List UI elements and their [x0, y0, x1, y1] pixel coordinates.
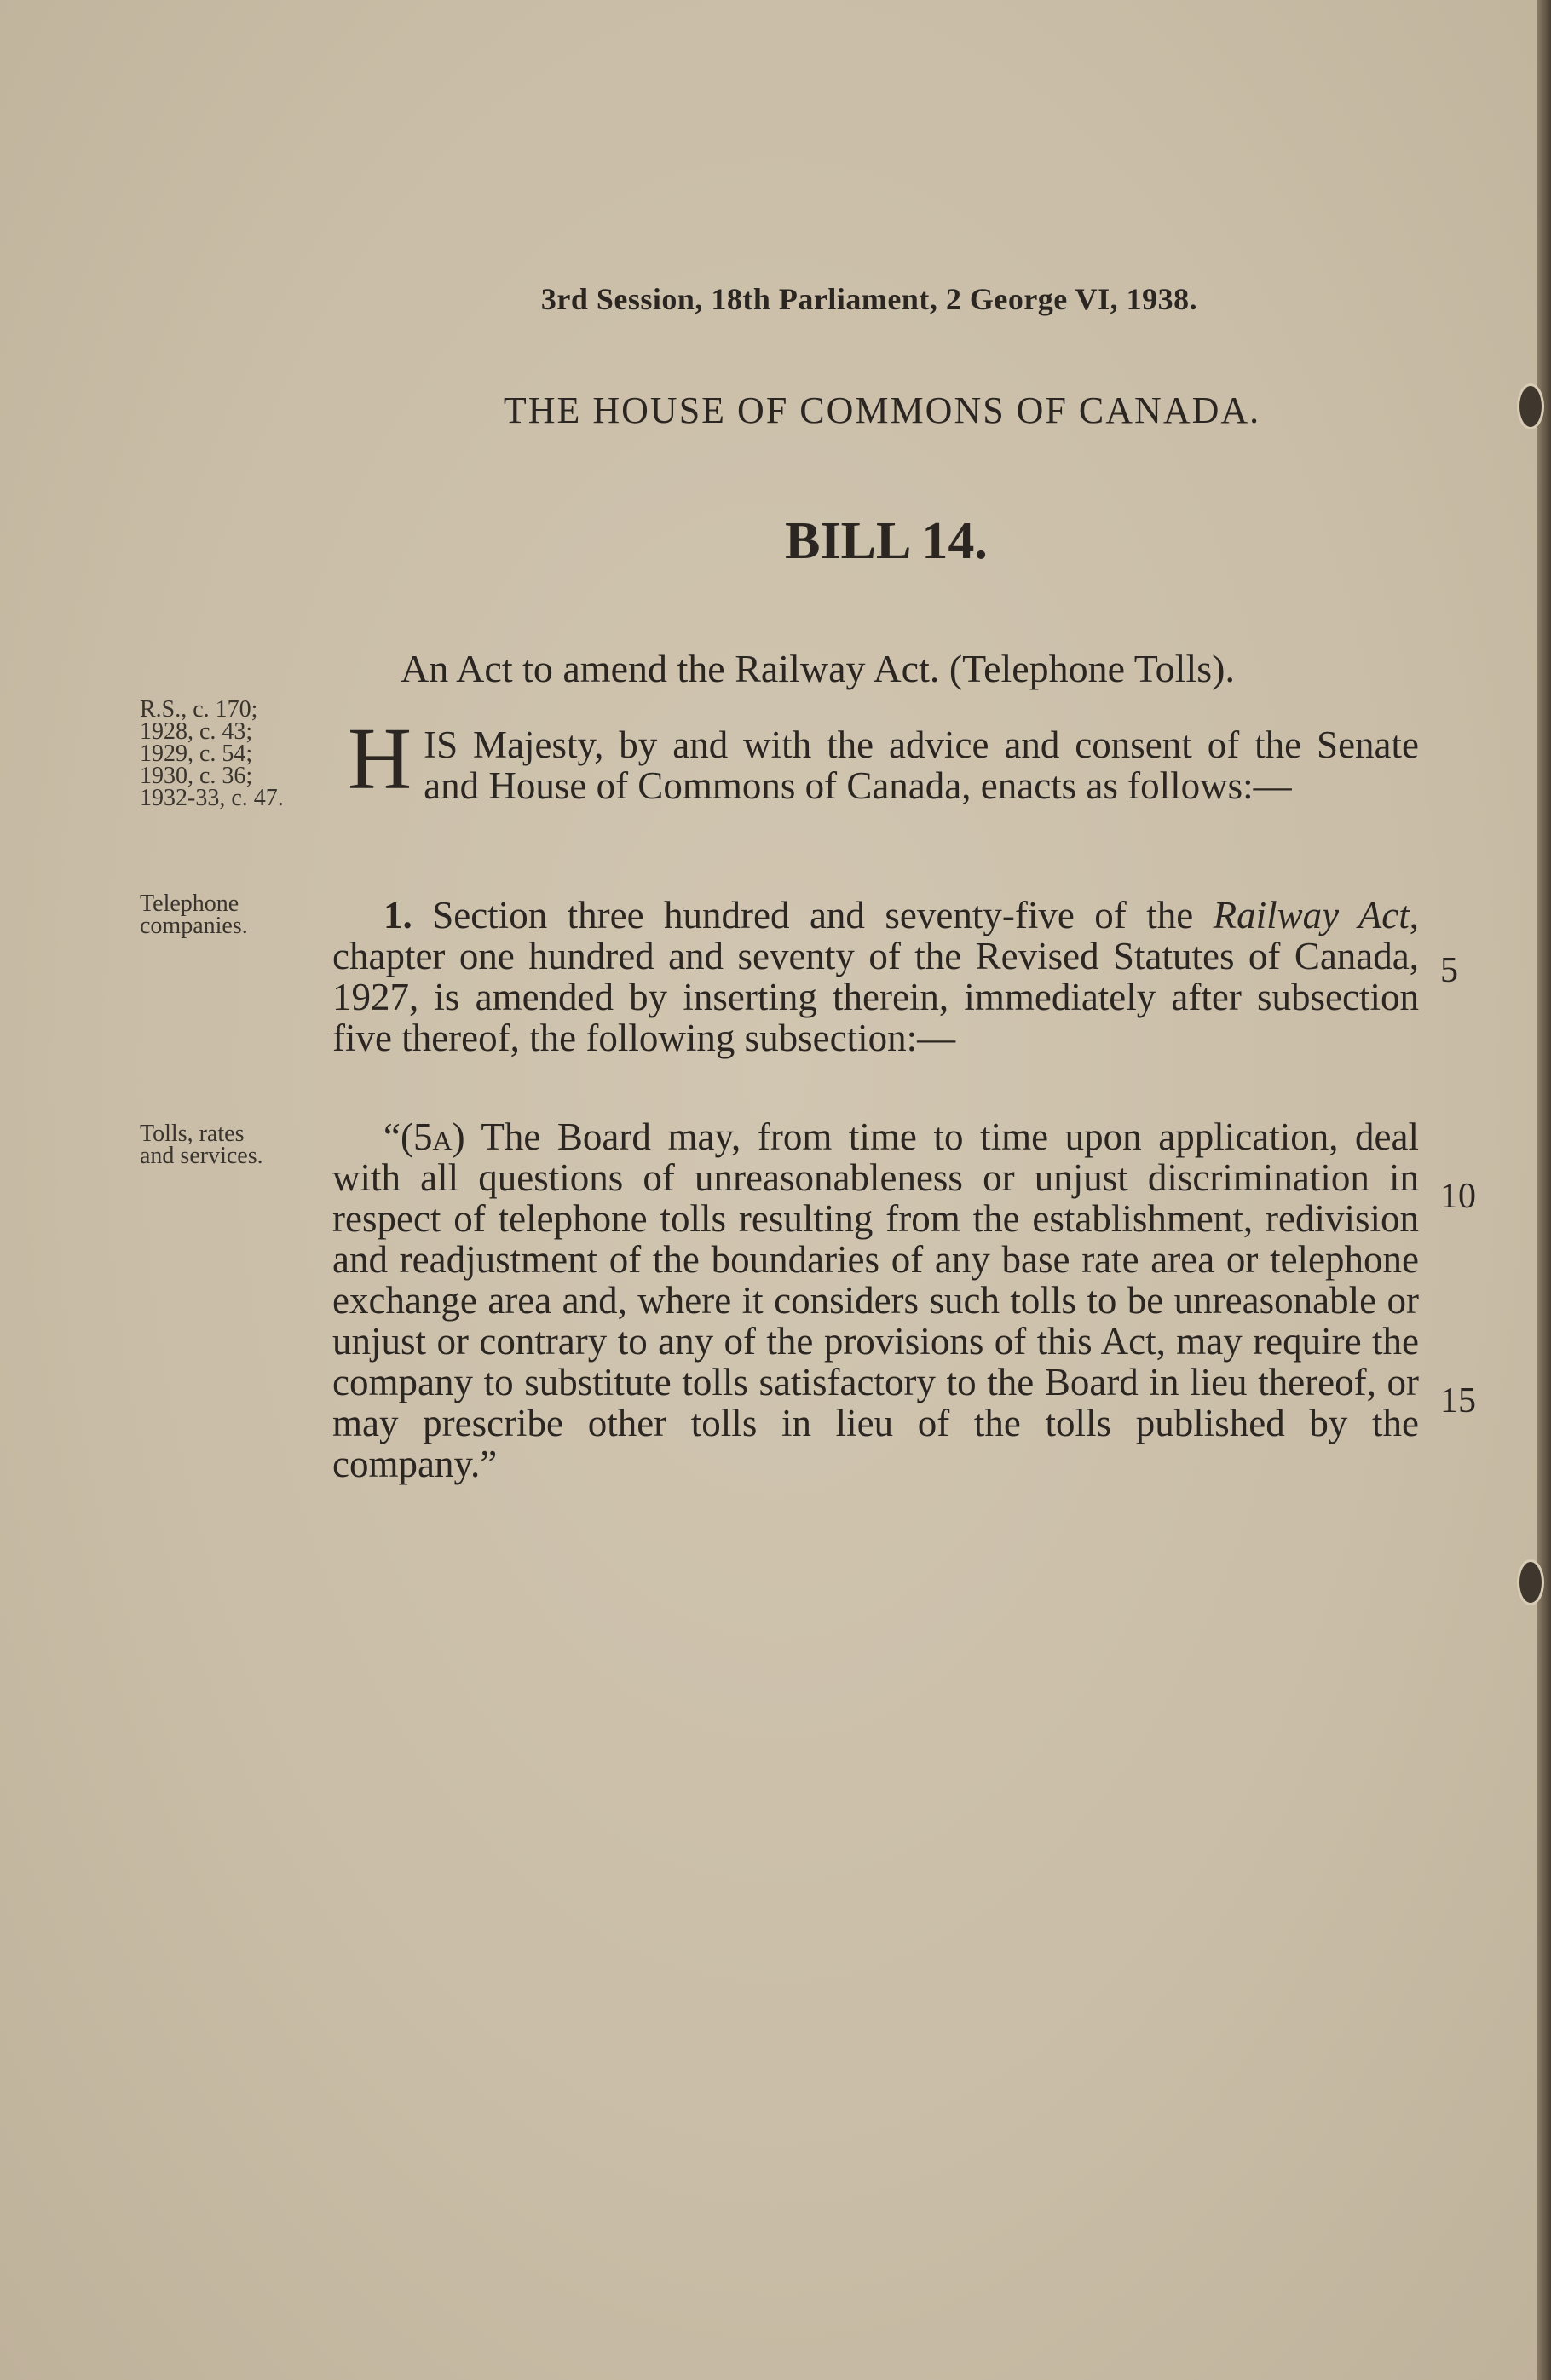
subsection-open: “(5 [383, 1115, 433, 1158]
citation-line: 1932-33, c. 47. [140, 785, 284, 811]
margin-line: Tolls, rates [140, 1121, 245, 1147]
margin-note-telephone [140, 890, 336, 939]
line-number-15: 15 [1440, 1381, 1476, 1421]
citation-line: 1929, c. 54; [140, 741, 253, 767]
binding-hole-bottom [1517, 1559, 1544, 1605]
bill-number: BILL 14. [785, 512, 988, 570]
section-italic-act: Railway Act [1213, 894, 1410, 936]
preamble [332, 710, 1419, 808]
citation-line: 1930, c. 36; [140, 763, 253, 789]
preamble-text: IS Majesty, by and with the advice and consent of the Senate and House of Commons of Canada, enacts as follows:— [424, 723, 1419, 807]
margin-note-citations [140, 696, 336, 811]
page-edge [1537, 0, 1551, 2380]
subsection-letter: a [432, 1115, 453, 1158]
margin-line: and services. [140, 1143, 263, 1169]
citation-line: 1928, c. 43; [140, 718, 253, 745]
citation-line: R.S., c. 170; [140, 696, 258, 723]
session-header: 3rd Session, 18th Parliament, 2 George VI, 1938. [540, 282, 1198, 316]
dropcap: H [348, 710, 412, 808]
subsection-text: ) The Board may, from time to time upon application, deal with all questions of unreasonableness or unjust discrimination in respect of telephone tolls resulting from the establishment, redivision and readjustment of the boundaries of any base rate area or telephone exchange area and, where it considers such tolls to be unreasonable or unjust or contrary to any of the provisions of this Act, may require the company to substitute tolls satisfactory to the Board in lieu thereof, or may prescribe other tolls in lieu of the tolls published by the company.” [332, 1115, 1419, 1485]
subsection-5a [332, 1116, 1419, 1484]
margin-note-tolls [140, 1123, 336, 1167]
act-title: An Act to amend the Railway Act. (Telephone Tolls). [401, 647, 1235, 690]
line-number-10: 10 [1440, 1177, 1476, 1216]
margin-line: companies. [140, 913, 248, 939]
house-header: THE HOUSE OF COMMONS OF CANADA. [503, 389, 1261, 431]
line-number-5: 5 [1440, 951, 1458, 990]
section-number: 1. [383, 894, 412, 936]
section-text-before: Section three hundred and seventy-five of the [412, 894, 1214, 936]
section-1 [332, 895, 1419, 1058]
section-text-after: , chapter one hundred and seventy of the Revised Statutes of Canada, 1927, is amended by inserting therein, immediately after subsection five thereof, the following subsection:— [332, 894, 1419, 1059]
margin-line: Telephone [140, 890, 239, 917]
